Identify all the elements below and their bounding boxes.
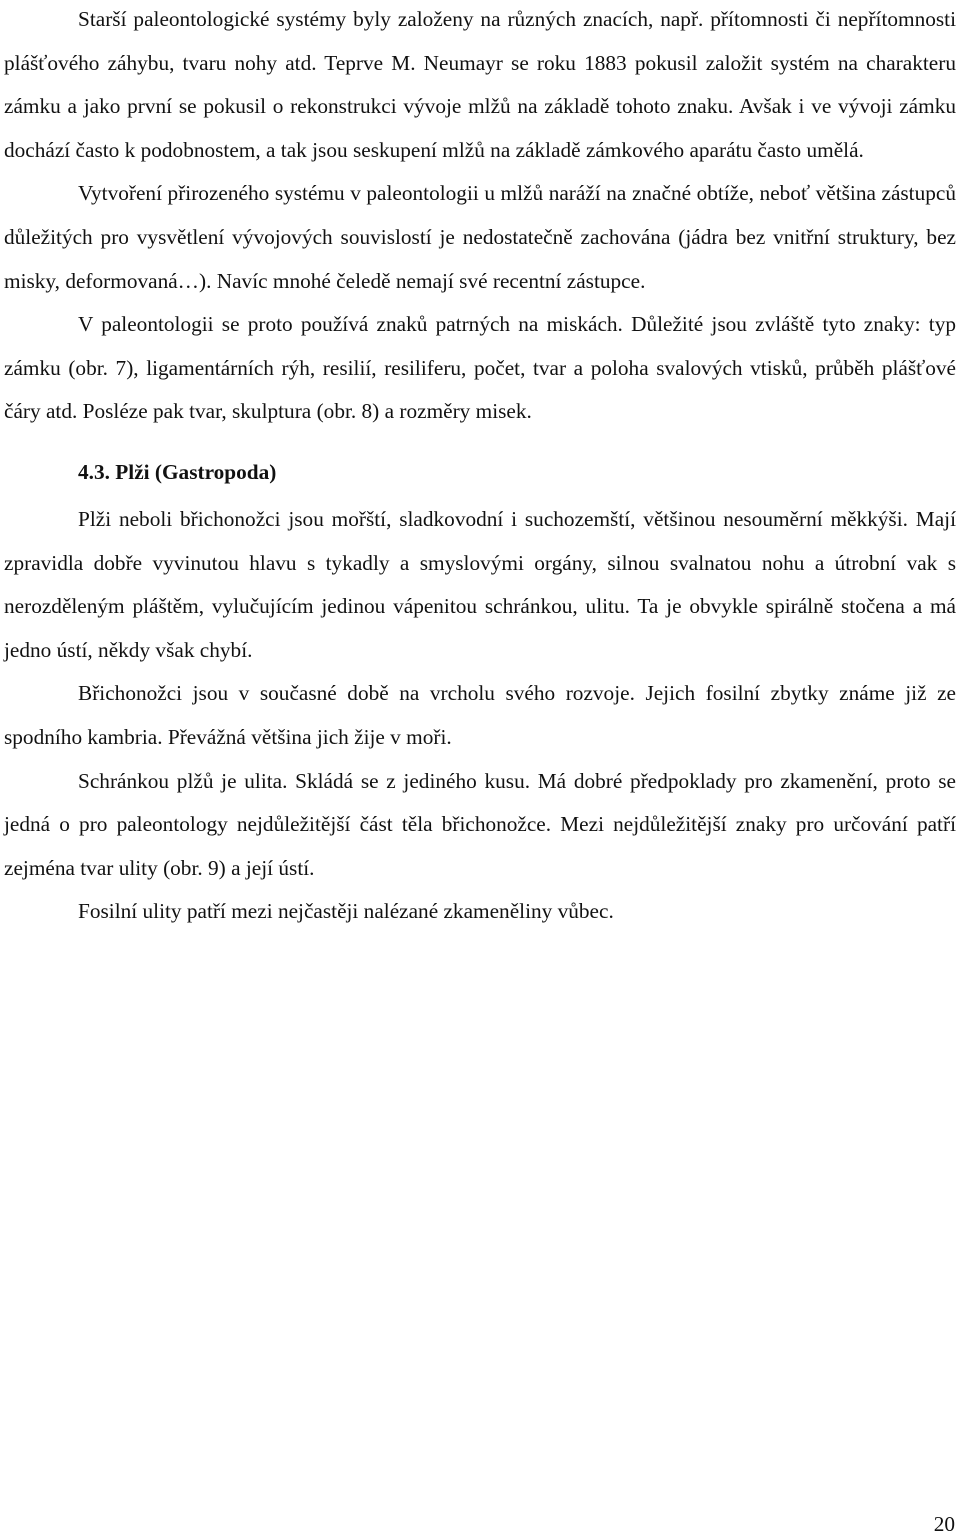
paragraph-gastropod-evolution: Břichonožci jsou v současné době na vrcholu svého rozvoje. Jejich fosilní zbytky známe již ze spodního kambria. Převážná většina jich žije v moři. <box>4 681 956 749</box>
paragraph-shell-characters: V paleontologii se proto používá znaků patrných na miskách. Důležité jsou zvláště tyto znaky: typ zámku (obr. 7), ligamentárních rýh, resilií, resiliferu, počet, tvar a poloha svalových vtisků, průběh plášťové čáry atd. Posléze pak tvar, skulptura (obr. 8) a rozměry misek. <box>4 312 956 424</box>
page-number: 20 <box>933 1512 955 1536</box>
paragraph-gastropod-shell: Schránkou plžů je ulita. Skládá se z jediného kusu. Má dobré předpoklady pro zkamenění, proto se jedná o pro paleontology nejdůležitější část těla břichonožce. Mezi nejdůležitější znaky pro určování patří zejména tvar ulity (obr. 9) a její ústí. <box>4 768 956 880</box>
paragraph-natural-system-difficulties: Vytvoření přirozeného systému v paleontologii u mlžů naráží na značné obtíže, neboť většina zástupců důležitých pro vysvětlení vývojových souvislostí je nedostatečně zachována (jádra bez vnitřní struktury, bez misky, deformovaná…). Navíc mnohé čeledě nemají své recentní zástupce. <box>4 181 956 293</box>
paragraph-gastropod-description: Plži neboli břichonožci jsou mořští, sladkovodní i suchozemští, většinou nesouměrní měkkýši. Mají zpravidla dobře vyvinutou hlavu s tykadly a smyslovými orgány, silnou svalnatou nohu a útrobní vak s nerozděleným pláštěm, vylučujícím jedinou vápenitou schránkou, ulitu. Ta je obvykle spirálně stočena a má jedno ústí, někdy však chybí. <box>4 506 956 662</box>
section-heading-gastropoda: 4.3. Plži (Gastropoda) <box>78 459 277 484</box>
paragraph-bivalve-systems-history: Starší paleontologické systémy byly založeny na různých znacích, např. přítomnosti či nepřítomnosti plášťového záhybu, tvaru nohy atd. Teprve M. Neumayr se roku 1883 pokusil založit systém na charakteru zámku a jako první se pokusil o rekonstrukci vývoje mlžů na základě tohoto znaku. Avšak i ve vývoji zámku dochází často k podobnostem, a tak jsou seskupení mlžů na základě zámkového aparátu často umělá. <box>4 7 956 162</box>
paragraph-fossil-shells: Fosilní ulity patří mezi nejčastěji nalézané zkameněliny vůbec. <box>78 899 614 924</box>
document-page <box>4 0 956 934</box>
